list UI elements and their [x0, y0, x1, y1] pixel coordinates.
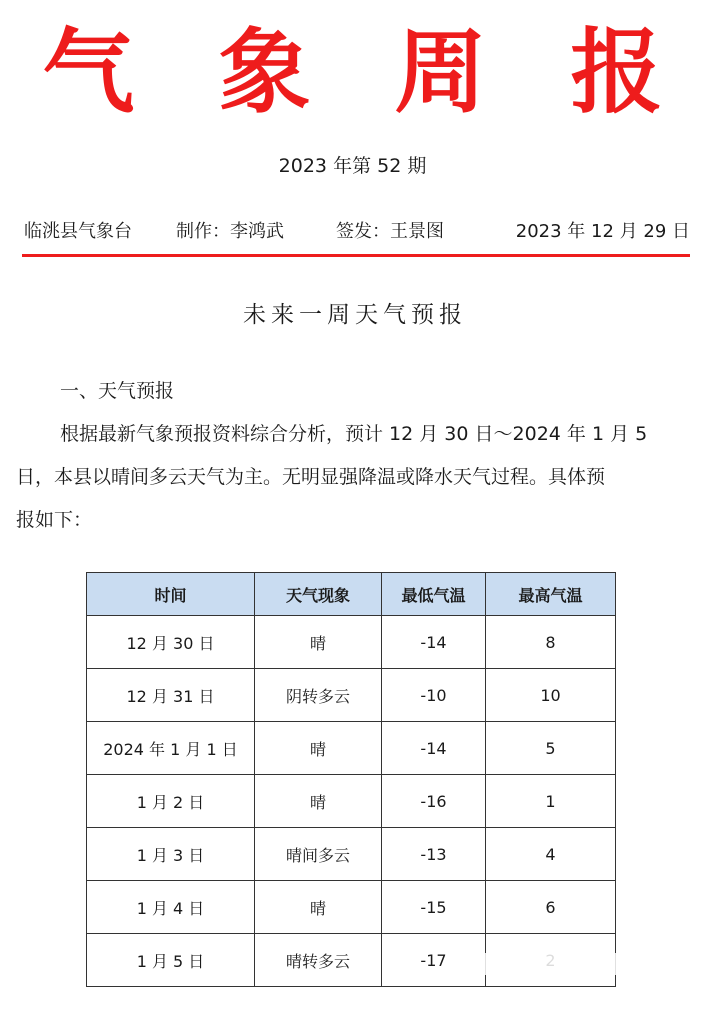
cell-max-temp: 10	[486, 669, 616, 722]
cell-weather: 晴	[255, 881, 382, 934]
cell-max-temp: 6	[486, 881, 616, 934]
cell-weather: 晴	[255, 616, 382, 669]
author: 制作：李鸿武	[176, 221, 284, 242]
cell-min-temp: -14	[382, 722, 486, 775]
paragraph-line: 日，本县以晴间多云天气为主。无明显强降温或降水天气过程。具体预	[16, 466, 606, 488]
signer: 签发：王景图	[336, 221, 444, 242]
forecast-table	[86, 572, 616, 987]
cell-date: 1 月 3 日	[87, 828, 255, 881]
header-weather: 天气现象	[255, 573, 382, 616]
document-title: 未来一周天气预报	[243, 302, 467, 328]
section-heading: 一、天气预报	[60, 380, 175, 402]
masthead-title: 气 象 周 报	[42, 19, 689, 126]
watermark-overlay	[472, 953, 622, 975]
cell-date: 12 月 30 日	[87, 616, 255, 669]
paragraph-line: 报如下：	[16, 509, 93, 531]
cell-date: 1 月 4 日	[87, 881, 255, 934]
issue-number: 2023 年第 52 期	[278, 155, 427, 177]
cell-weather: 阴转多云	[255, 669, 382, 722]
table-row	[87, 616, 616, 669]
cell-min-temp: -16	[382, 775, 486, 828]
cell-date: 12 月 31 日	[87, 669, 255, 722]
cell-min-temp: -14	[382, 616, 486, 669]
cell-min-temp: -10	[382, 669, 486, 722]
cell-max-temp: 8	[486, 616, 616, 669]
cell-date: 2024 年 1 月 1 日	[87, 722, 255, 775]
cell-max-temp: 4	[486, 828, 616, 881]
table-row	[87, 881, 616, 934]
table-header-row	[87, 573, 616, 616]
cell-weather: 晴	[255, 775, 382, 828]
publication-info-row	[24, 216, 690, 248]
header-time: 时间	[87, 573, 255, 616]
cell-weather: 晴间多云	[255, 828, 382, 881]
cell-weather: 晴转多云	[255, 934, 382, 987]
cell-min-temp: -13	[382, 828, 486, 881]
cell-min-temp: -17	[382, 934, 486, 987]
table-row	[87, 775, 616, 828]
header-divider	[22, 254, 690, 257]
cell-min-temp: -15	[382, 881, 486, 934]
table-row	[87, 722, 616, 775]
header-max-temp: 最高气温	[486, 573, 616, 616]
cell-date: 1 月 2 日	[87, 775, 255, 828]
paragraph-line: 根据最新气象预报资料综合分析，预计 12 月 30 日～2024 年 1 月 5	[60, 423, 648, 445]
table-row	[87, 669, 616, 722]
cell-max-temp: 1	[486, 775, 616, 828]
table-row	[87, 828, 616, 881]
cell-max-temp: 5	[486, 722, 616, 775]
header-min-temp: 最低气温	[382, 573, 486, 616]
station-name: 临洮县气象台	[24, 221, 132, 242]
cell-weather: 晴	[255, 722, 382, 775]
publish-date: 2023 年 12 月 29 日	[515, 221, 690, 242]
cell-date: 1 月 5 日	[87, 934, 255, 987]
